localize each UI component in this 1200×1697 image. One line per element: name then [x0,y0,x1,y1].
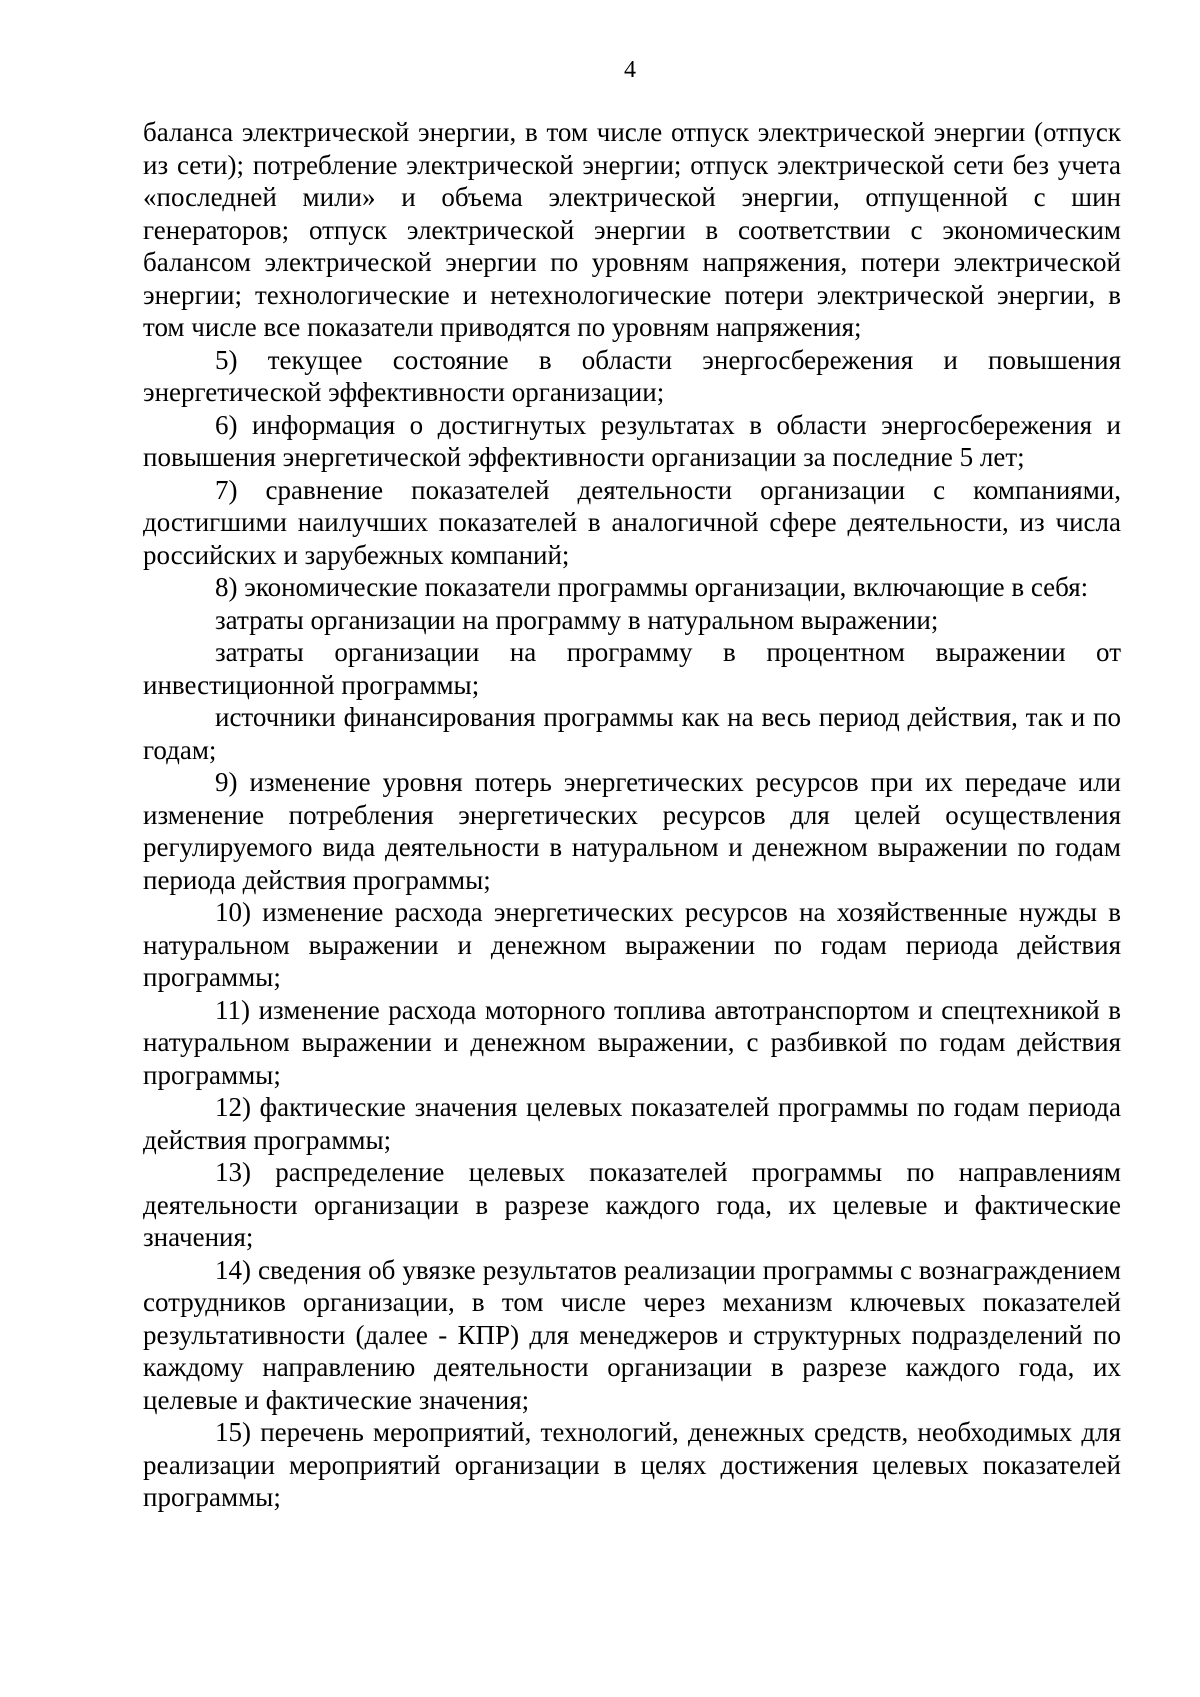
paragraph-item-7: 7) сравнение показателей деятельности организации с компаниями, достигшими наилучших показателей в аналогичной сфере деятельности, из числа российских и зарубежных компаний; [143,474,1121,570]
paragraph-item-8: 8) экономические показатели программы организации, включающие в себя: [215,572,1089,602]
paragraph-item-12: 12) фактические значения целевых показателей программы по годам периода действия программы; [143,1092,1121,1155]
paragraph-item-6: 6) информация о достигнутых результатах в области энергосбережения и повышения энергетической эффективности организации за последние 5 лет; [143,409,1121,472]
page-number: 4 [624,57,636,83]
paragraph-item-11: 11) изменение расхода моторного топлива автотранспортом и спецтехникой в натуральном выражении и денежном выражении, с разбивкой по годам действия программы; [143,994,1121,1090]
document-body [143,116,1121,1514]
paragraph-continuation: баланса электрической энергии, в том числе отпуск электрической энергии (отпуск из сети); потребление электрической энергии; отпуск электрической сети без учета «последней мили» и объема электрической энергии, отпущенной с шин генераторов; отпуск электрической энергии в соответствии с экономическим балансом электрической энергии по уровням напряжения, потери электрической энергии; технологические и нетехнологические потери электрической энергии, в том числе все показатели приводятся по уровням напряжения; [143,117,1121,342]
paragraph-item-9: 9) изменение уровня потерь энергетических ресурсов при их передаче или изменение потребления энергетических ресурсов для целей осуществления регулируемого вида деятельности в натуральном и денежном выражении по годам периода действия программы; [143,767,1121,895]
paragraph-item-8-sub-3: источники финансирования программы как на весь период действия, так и по годам; [143,702,1121,765]
paragraph-item-8-sub-1: затраты организации на программу в натуральном выражении; [215,604,939,635]
paragraph-item-10: 10) изменение расхода энергетических ресурсов на хозяйственные нужды в натуральном выражении и денежном выражении по годам периода действия программы; [143,897,1121,992]
paragraph-item-5: 5) текущее состояние в области энергосбережения и повышения энергетической эффективности организации; [143,344,1121,407]
paragraph-item-14: 14) сведения об увязке результатов реализации программы с вознаграждением сотрудников организации, в том числе через механизм ключевых показателей результативности (далее - КПР) для менеджеров и структурных подразделений по каждому направлению деятельности организации в разрезе каждого года, их целевые и фактические значения; [143,1254,1121,1415]
paragraph-item-13: 13) распределение целевых показателей программы по направлениям деятельности организации в разрезе каждого года, их целевые и фактические значения; [143,1157,1121,1252]
paragraph-item-8-sub-2: затраты организации на программу в процентном выражении от инвестиционной программы; [143,637,1121,700]
paragraph-item-15: 15) перечень мероприятий, технологий, денежных средств, необходимых для реализации мероприятий организации в целях достижения целевых показателей программы; [143,1417,1121,1512]
